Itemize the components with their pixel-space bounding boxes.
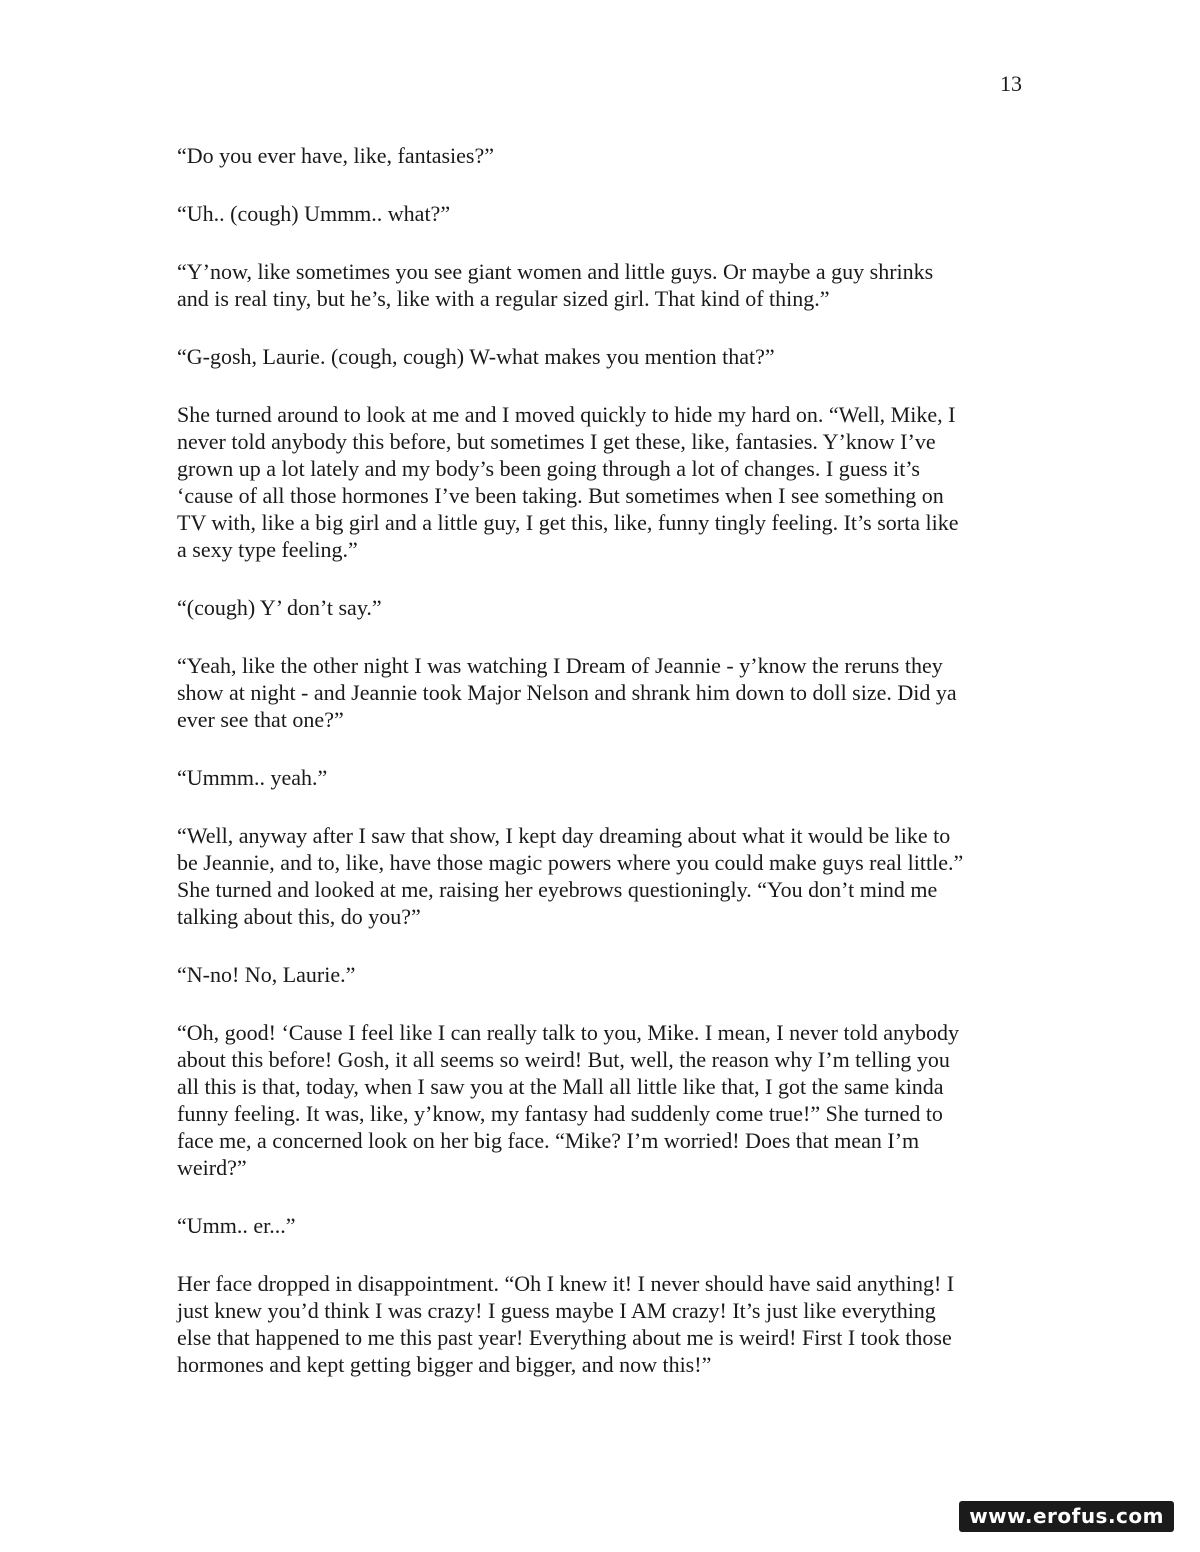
paragraph: “Oh, good! ‘Cause I feel like I can really talk to you, Mike. I mean, I never told anybody about this before! Gosh, it all seems so weird! But, well, the reason why I’m telling you all this is that, today, when I saw you at the Mall all little like that, I got the same kinda funny feeling. It was, like, y’know, my fantasy had suddenly come true!” She turned to face me, a concerned look on her big face. “Mike? I’m worried! Does that mean I’m weird?”: [177, 1020, 959, 1180]
paragraph: “Well, anyway after I saw that show, I kept day dreaming about what it would be like to be Jeannie, and to, like, have those magic powers where you could make guys real little.” She turned and looked at me, raising her eyebrows questioningly. “You don’t mind me talking about this, do you?”: [177, 823, 964, 929]
paragraph: “Umm.. er...”: [177, 1213, 296, 1238]
paragraph: “Yeah, like the other night I was watching I Dream of Jeannie - y’know the reruns they show at night - and Jeannie took Major Nelson and shrank him down to doll size. Did ya ever see that one?”: [177, 653, 957, 732]
paragraph: She turned around to look at me and I moved quickly to hide my hard on. “Well, Mike, I never told anybody this before, but sometimes I get these, like, fantasies. Y’know I’ve grown up a lot lately and my body’s been going through a lot of changes. I guess it’s ‘cause of all those hormones I’ve been taking. But sometimes when I see something on TV with, like a big girl and a little guy, I get this, like, funny tingly feeling. It’s sorta like a sexy type feeling.”: [177, 402, 959, 562]
paragraph: “Do you ever have, like, fantasies?”: [177, 143, 495, 168]
paragraph: Her face dropped in disappointment. “Oh I knew it! I never should have said anything! I just knew you’d think I was crazy! I guess maybe I AM crazy! It’s just like everything else that happened to me this past year! Everything about me is weird! First I took those hormones and kept getting bigger and bigger, and now this!”: [177, 1271, 955, 1377]
page-number: 13: [1000, 71, 1022, 96]
paragraph: “(cough) Y’ don’t say.”: [177, 595, 382, 620]
paragraph: “G-gosh, Laurie. (cough, cough) W-what makes you mention that?”: [177, 344, 775, 369]
body-text: [177, 142, 1027, 1409]
paragraph: “Uh.. (cough) Ummm.. what?”: [177, 201, 451, 226]
paragraph: “Y’now, like sometimes you see giant women and little guys. Or maybe a guy shrinks and is real tiny, but he’s, like with a regular sized girl. That kind of thing.”: [177, 259, 934, 311]
watermark: www.erofus.com: [959, 1501, 1174, 1532]
paragraph: “Ummm.. yeah.”: [177, 765, 328, 790]
paragraph: “N-no! No, Laurie.”: [177, 962, 356, 987]
